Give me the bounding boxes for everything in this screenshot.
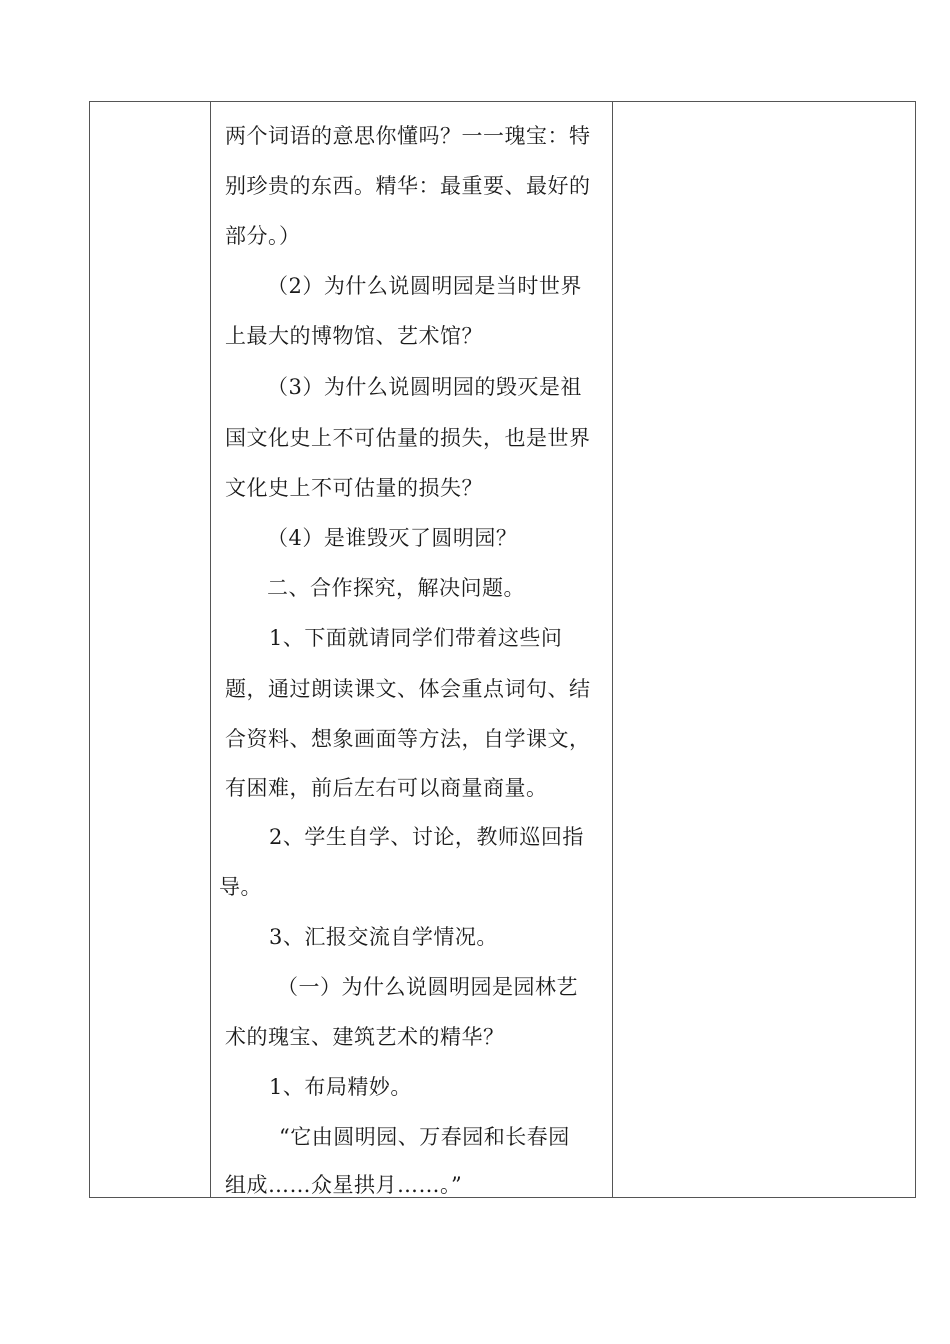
text-line: （2）为什么说圆明园是当时世界 — [267, 274, 582, 298]
text-line: 1、布局精妙。 — [269, 1075, 412, 1099]
text-line: 有困难，前后左右可以商量商量。 — [225, 776, 548, 800]
lesson-plan-table — [89, 101, 916, 1198]
text-line: （一）为什么说圆明园是园林艺 — [277, 975, 578, 999]
text-line: 3、汇报交流自学情况。 — [269, 925, 498, 949]
text-line: 2、学生自学、讨论，教师巡回指 — [269, 825, 584, 849]
text-line: 术的瑰宝、建筑艺术的精华？ — [225, 1025, 505, 1049]
text-line: （3）为什么说圆明园的毁灭是祖 — [267, 375, 582, 399]
text-line: 导。 — [219, 875, 262, 899]
right-column-cell — [613, 102, 915, 1197]
left-column-cell — [90, 102, 210, 1197]
text-line: 二、合作探究，解决问题。 — [267, 576, 525, 600]
text-line: （4）是谁毁灭了圆明园？ — [267, 526, 518, 550]
text-line: 上最大的博物馆、艺术馆？ — [225, 324, 483, 348]
text-line: 合资料、想象画面等方法，自学课文， — [225, 727, 591, 751]
text-line: “它由圆明园、万春园和长春园 — [279, 1125, 570, 1149]
text-line: 1、下面就请同学们带着这些问 — [269, 626, 563, 650]
teaching-process-cell — [211, 102, 612, 1197]
text-line: 两个词语的意思你懂吗？一一瑰宝：特 — [225, 124, 591, 148]
text-line: 别珍贵的东西。精华：最重要、最好的 — [225, 174, 591, 198]
text-line: 部分。） — [225, 224, 301, 248]
text-line: 组成……众星拱月……。” — [225, 1173, 463, 1197]
text-line: 题，通过朗读课文、体会重点词句、结 — [225, 677, 591, 701]
text-line: 文化史上不可估量的损失？ — [225, 476, 483, 500]
text-line: 国文化史上不可估量的损失，也是世界 — [225, 426, 591, 450]
